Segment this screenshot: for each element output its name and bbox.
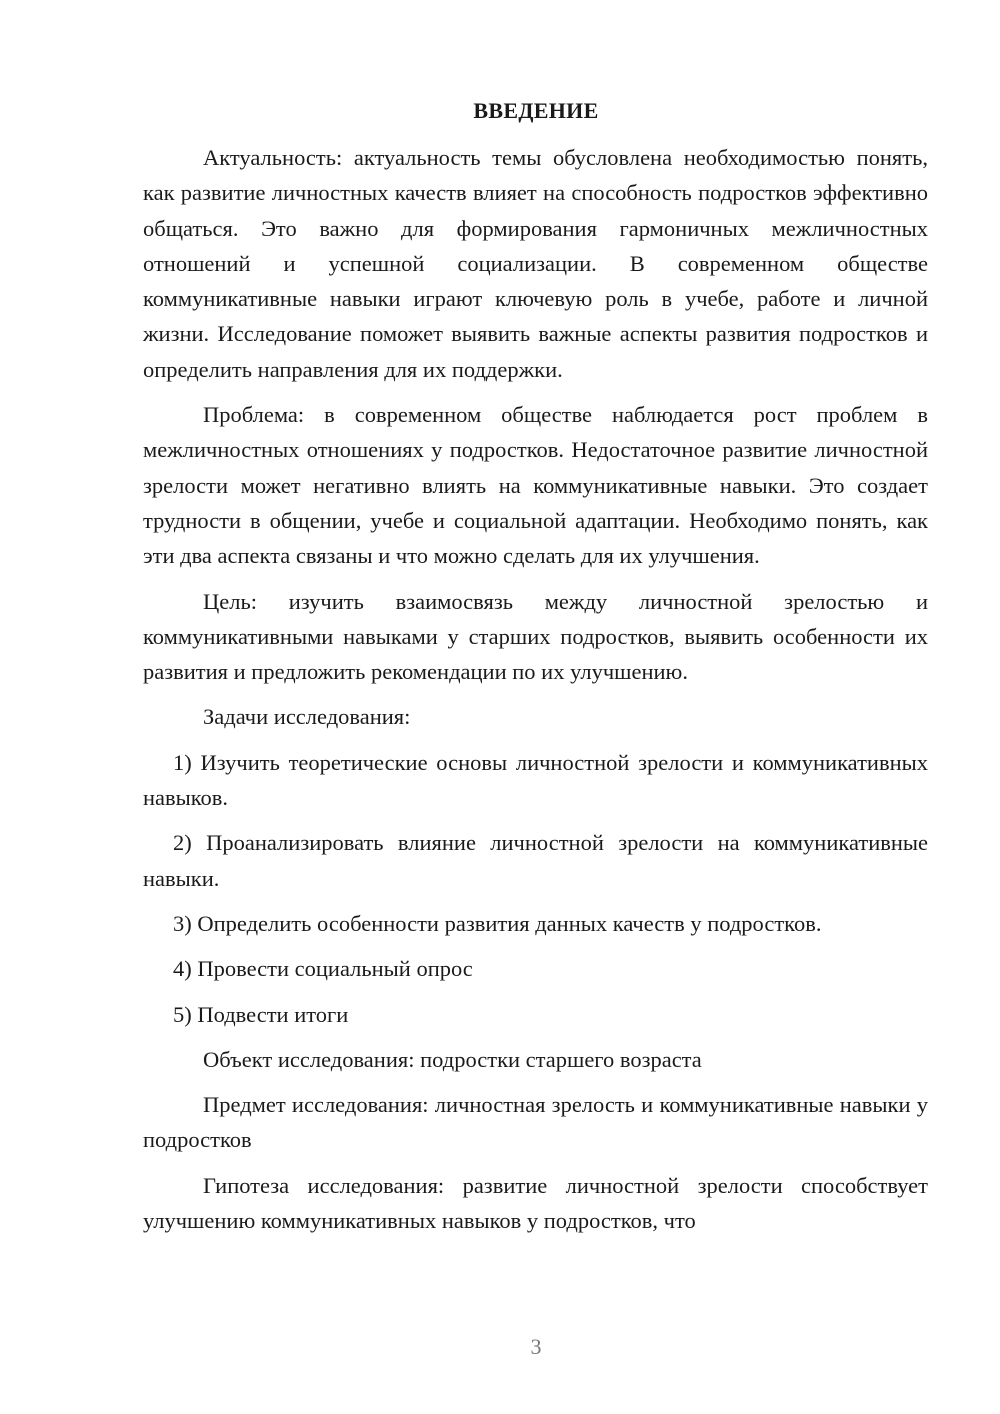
goal-paragraph: Цель: изучить взаимосвязь между личностной зрелостью и коммуникативными навыками у старших подростков, выявить особенности их развития и предложить рекомендации по их улучшению. [143,588,928,685]
task-item-1: 1) Изучить теоретические основы личностной зрелости и коммуникативных навыков. [143,749,928,811]
tasks-title: Задачи исследования: [203,704,411,730]
problem-paragraph: Проблема: в современном обществе наблюдается рост проблем в межличностных отношениях у подростков. Недостаточное развитие личностной зрелости может негативно влиять на коммуникативные навыки. Это создает трудности в общении, учебе и социальной адаптации. Необходимо понять, как эти два аспекта связаны и что можно сделать для их улучшения. [143,402,928,569]
relevance-paragraph: Актуальность: актуальность темы обусловлена необходимостью понять, как развитие личностных качеств влияет на способность подростков эффективно общаться. Это важно для формирования гармоничных межличностных отношений и успешной социализации. В современном обществе коммуникативные навыки играют ключевую роль в учебе, работе и личной жизни. Исследование поможет выявить важные аспекты развития подростков и определить направления для их поддержки. [143,145,928,382]
section-heading: ВВЕДЕНИЕ [473,98,599,123]
task-item-3: 3) Определить особенности развития данных качеств у подростков. [173,910,822,936]
hypothesis-paragraph: Гипотеза исследования: развитие личностной зрелости способствует улучшению коммуникативных навыков у подростков, что [143,1172,928,1234]
body-text [143,140,928,1248]
task-item-2: 2) Проанализировать влияние личностной зрелости на коммуникативные навыки. [143,830,928,891]
object-paragraph: Объект исследования: подростки старшего возраста [203,1046,702,1072]
task-item-4: 4) Провести социальный опрос [173,956,473,982]
task-item-5: 5) Подвести итоги [173,1001,349,1027]
subject-paragraph: Предмет исследования: личностная зрелость и коммуникативные навыки у подростков [143,1092,928,1153]
page-number: 3 [530,1334,542,1359]
